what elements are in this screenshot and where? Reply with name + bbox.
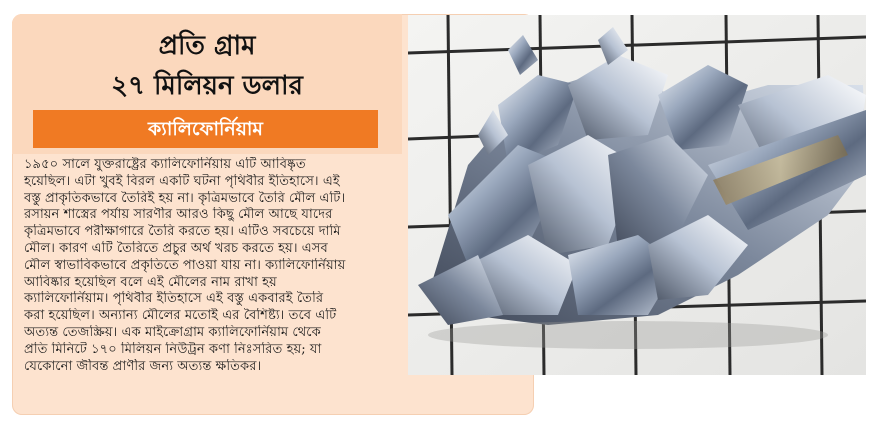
body-line: ক্যালিফোর্নিয়াম। পৃথিবীর ইতিহাসে এই বস্তু একবারই তৈরি [24,291,324,307]
crystal-shadow [428,321,828,349]
californium-crystal-photo [408,15,866,375]
body-line: রসায়ন শাস্ত্রের পর্যায় সারণীর আরও কিছু মৌল আছে যাদের [24,207,333,223]
element-name-banner: ক্যালিফোর্নিয়াম [33,110,378,148]
body-line: ১৯৫০ সালে যুক্তরাষ্ট্রের ক্যালিফোর্নিয়ায় এটি আবিষ্কৃত [24,157,306,172]
body-line: বস্তু প্রাকৃতিকভাবে তৈরিই হয় না। কৃত্রিমভাবে তৈরি মৌল এটি। [24,190,346,206]
crystal-illustration [408,15,866,375]
body-line: আবিষ্কার হয়েছিল বলে এই মৌলের নাম রাখা হয় [24,274,277,290]
body-line: মৌল স্বাভাবিকভাবে প্রকৃতিতে পাওয়া যায় না। ক্যালিফোর্নিয়ায় [24,257,346,273]
body-line: হয়েছিল। এটা খুবই বিরল একটি ঘটনা পৃথিবীর ইতিহাসে। এই [24,173,340,189]
body-line: প্রতি মিনিটে ১৭০ মিলিয়ন নিউট্রন কণা নিঃসরিত হয়; যা [24,341,322,357]
body-line: যেকোনো জীবন্ত প্রাণীর জন্য অত্যন্ত ক্ষতিকর। [24,358,262,374]
body-line: করা হয়েছিল। অন্যান্য মৌলের মতোই এর বৈশিষ্ট্য। তবে এটি [24,308,337,324]
body-line: অত্যন্ত তেজস্ক্রিয়। এক মাইক্রোগ্রাম ক্যালিফোর্নিয়াম থেকে [24,324,321,340]
article-title: প্রতি গ্রাম ২৭ মিলিয়ন ডলার [111,31,303,101]
body-line: কৃত্রিমভাবে পরীক্ষাগারে তৈরি করতে হয়। এটিও সবচেয়ে দামি [24,224,341,240]
body-line: মৌল। কারণ এটি তৈরিতে প্রচুর অর্থ খরচ করতে হয়। এসব [24,240,328,256]
